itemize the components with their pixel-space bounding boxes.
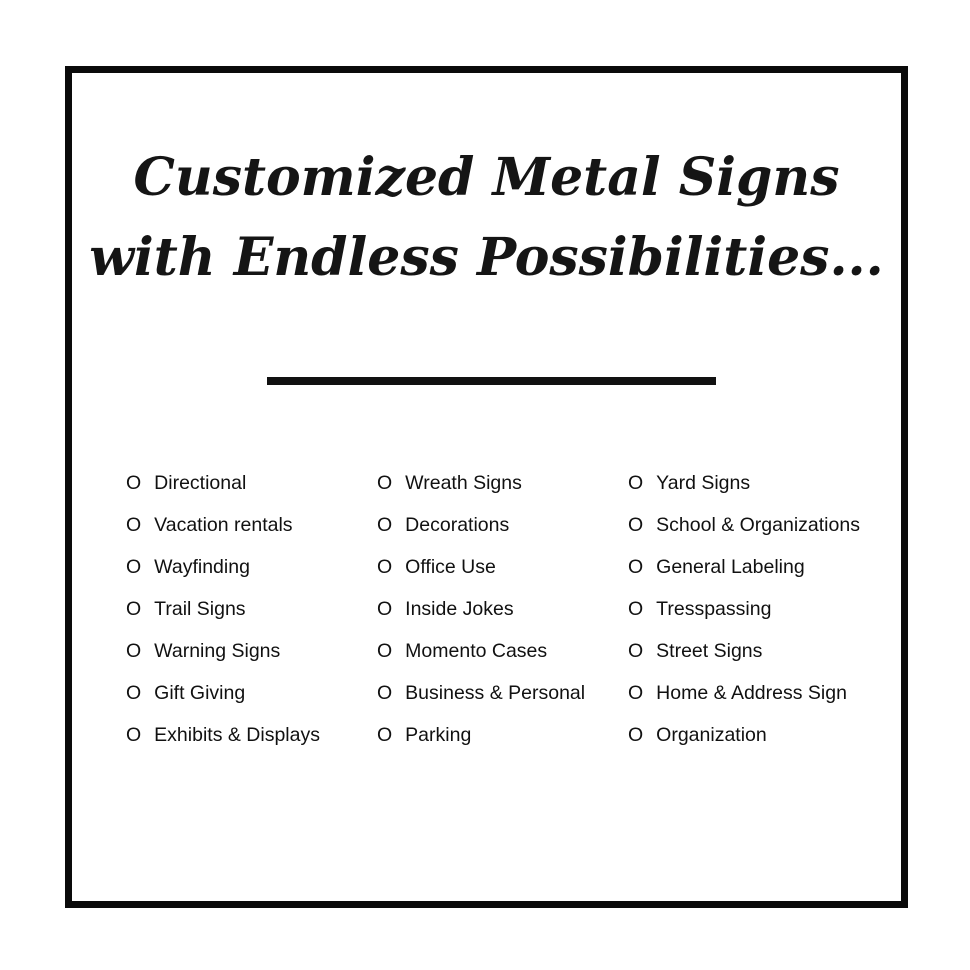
list-item-label: Wayfinding	[154, 555, 250, 578]
circle-bullet-icon: O	[126, 723, 142, 746]
list-item	[377, 462, 627, 504]
list-item	[628, 630, 908, 672]
list-item	[628, 462, 908, 504]
circle-bullet-icon: O	[377, 513, 393, 536]
list-item	[126, 588, 376, 630]
circle-bullet-icon: O	[628, 597, 644, 620]
sign-use-column-2	[377, 462, 627, 756]
list-item-label: Wreath Signs	[405, 471, 522, 494]
list-item-label: Gift Giving	[154, 681, 246, 704]
list-item	[377, 504, 627, 546]
title-line-1: Customized Metal Signs	[133, 147, 840, 208]
list-item	[377, 672, 627, 714]
circle-bullet-icon: O	[377, 639, 393, 662]
sign-use-column-3	[628, 462, 908, 756]
list-item-label: Tresspassing	[656, 597, 772, 620]
list-item	[628, 504, 908, 546]
list-item-label: Yard Signs	[656, 471, 751, 494]
list-item-label: Business & Personal	[405, 681, 586, 704]
list-item-label: Home & Address Sign	[656, 681, 847, 704]
list-item	[628, 672, 908, 714]
circle-bullet-icon: O	[126, 471, 142, 494]
list-item-label: Decorations	[405, 513, 510, 536]
circle-bullet-icon: O	[126, 513, 142, 536]
list-item-label: Momento Cases	[405, 639, 548, 662]
sign-use-column-1	[126, 462, 376, 756]
list-item-label: Exhibits & Displays	[154, 723, 320, 746]
circle-bullet-icon: O	[628, 681, 644, 704]
list-item	[628, 588, 908, 630]
list-item-label: Directional	[154, 471, 247, 494]
circle-bullet-icon: O	[126, 639, 142, 662]
list-item-label: Office Use	[405, 555, 496, 578]
title-divider	[267, 377, 716, 385]
circle-bullet-icon: O	[126, 597, 142, 620]
circle-bullet-icon: O	[377, 597, 393, 620]
list-item-label: Trail Signs	[154, 597, 246, 620]
circle-bullet-icon: O	[628, 513, 644, 536]
list-item	[377, 546, 627, 588]
circle-bullet-icon: O	[126, 681, 142, 704]
list-item-label: Street Signs	[656, 639, 763, 662]
list-item	[126, 504, 376, 546]
title-line-2: with Endless Possibilities...	[89, 227, 884, 288]
circle-bullet-icon: O	[377, 681, 393, 704]
list-item-label: Organization	[656, 723, 767, 746]
list-item-label: Inside Jokes	[405, 597, 514, 620]
list-item	[126, 714, 376, 756]
list-item	[126, 462, 376, 504]
list-item-label: Parking	[405, 723, 472, 746]
circle-bullet-icon: O	[628, 639, 644, 662]
circle-bullet-icon: O	[628, 555, 644, 578]
circle-bullet-icon: O	[377, 723, 393, 746]
circle-bullet-icon: O	[377, 555, 393, 578]
list-item	[377, 630, 627, 672]
circle-bullet-icon: O	[377, 471, 393, 494]
list-item	[628, 546, 908, 588]
list-item	[126, 672, 376, 714]
list-item	[126, 546, 376, 588]
list-item-label: General Labeling	[656, 555, 805, 578]
circle-bullet-icon: O	[126, 555, 142, 578]
circle-bullet-icon: O	[628, 723, 644, 746]
list-item	[377, 588, 627, 630]
list-item-label: Warning Signs	[154, 639, 281, 662]
list-item	[377, 714, 627, 756]
list-item-label: School & Organizations	[656, 513, 860, 536]
list-item	[628, 714, 908, 756]
circle-bullet-icon: O	[628, 471, 644, 494]
list-item-label: Vacation rentals	[154, 513, 293, 536]
page-title	[72, 138, 901, 298]
list-item	[126, 630, 376, 672]
